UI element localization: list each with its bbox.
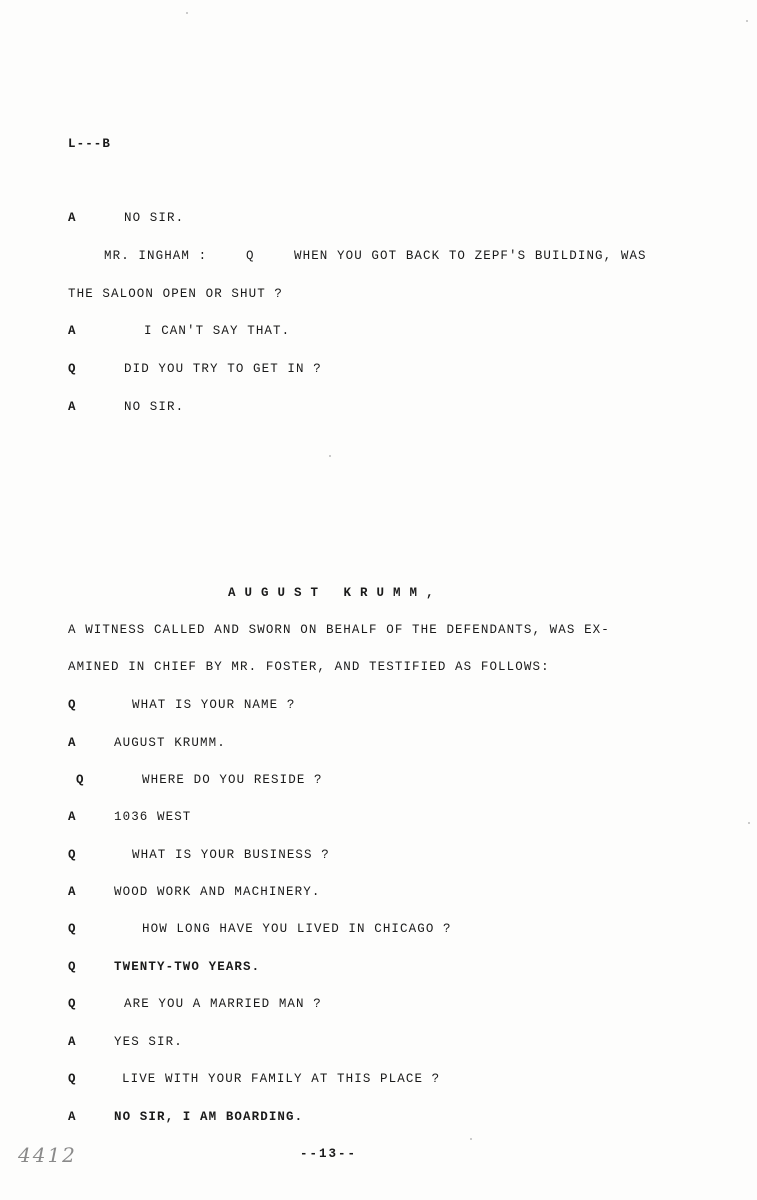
testimony-line: ARE YOU A MARRIED MAN ?: [124, 997, 322, 1011]
witness-heading: AUGUST KRUMM,: [228, 586, 443, 600]
speaker-label: Q: [68, 848, 77, 862]
witness-intro-line: A WITNESS CALLED AND SWORN ON BEHALF OF THE DEFENDANTS, WAS EX-: [68, 623, 610, 637]
testimony-line: WHERE DO YOU RESIDE ?: [142, 773, 323, 787]
speaker-label: A: [68, 1110, 77, 1124]
scan-speck: [329, 455, 331, 457]
testimony-line: WHAT IS YOUR BUSINESS ?: [132, 848, 330, 862]
speaker-label: A: [68, 885, 77, 899]
testimony-line: YES SIR.: [114, 1035, 183, 1049]
speaker-label: Q: [76, 773, 85, 787]
handwritten-note: 4412: [18, 1143, 77, 1167]
speaker-label: A: [68, 1035, 77, 1049]
testimony-line: WHAT IS YOUR NAME ?: [132, 698, 296, 712]
speaker-label: Q: [68, 698, 77, 712]
testimony-line: NO SIR.: [124, 211, 185, 225]
testimony-line: WHEN YOU GOT BACK TO ZEPF'S BUILDING, WAS: [294, 249, 647, 263]
speaker-label: Q: [68, 997, 77, 1011]
speaker-label: Q: [68, 1072, 77, 1086]
speaker-label: A: [68, 324, 77, 338]
testimony-line: THE SALOON OPEN OR SHUT ?: [68, 287, 284, 301]
testimony-line: 1036 WEST: [114, 810, 192, 824]
attorney-label: MR. INGHAM :: [104, 249, 208, 263]
testimony-line: DID YOU TRY TO GET IN ?: [124, 362, 322, 376]
witness-intro-line: AMINED IN CHIEF BY MR. FOSTER, AND TESTIFIED AS FOLLOWS:: [68, 660, 550, 674]
testimony-line: I CAN'T SAY THAT.: [144, 324, 291, 338]
speaker-label: A: [68, 211, 77, 225]
testimony-line: LIVE WITH YOUR FAMILY AT THIS PLACE ?: [122, 1072, 441, 1086]
speaker-label: Q: [68, 922, 77, 936]
testimony-line: WOOD WORK AND MACHINERY.: [114, 885, 321, 899]
speaker-label: A: [68, 736, 77, 750]
testimony-line: NO SIR.: [124, 400, 185, 414]
scan-speck: [186, 12, 188, 14]
scan-speck: [748, 822, 750, 824]
header-code: L---B: [68, 137, 112, 151]
speaker-label: Q: [68, 362, 77, 376]
testimony-line: TWENTY-TWO YEARS.: [114, 960, 261, 974]
testimony-line: AUGUST KRUMM.: [114, 736, 226, 750]
testimony-line: NO SIR, I AM BOARDING.: [114, 1110, 304, 1124]
speaker-label: Q: [246, 249, 255, 263]
scan-speck: [746, 20, 748, 22]
scan-speck: [470, 1138, 472, 1140]
speaker-label: A: [68, 810, 77, 824]
speaker-label: Q: [68, 960, 77, 974]
page-number: --13--: [300, 1147, 358, 1161]
testimony-line: HOW LONG HAVE YOU LIVED IN CHICAGO ?: [142, 922, 452, 936]
speaker-label: A: [68, 400, 77, 414]
